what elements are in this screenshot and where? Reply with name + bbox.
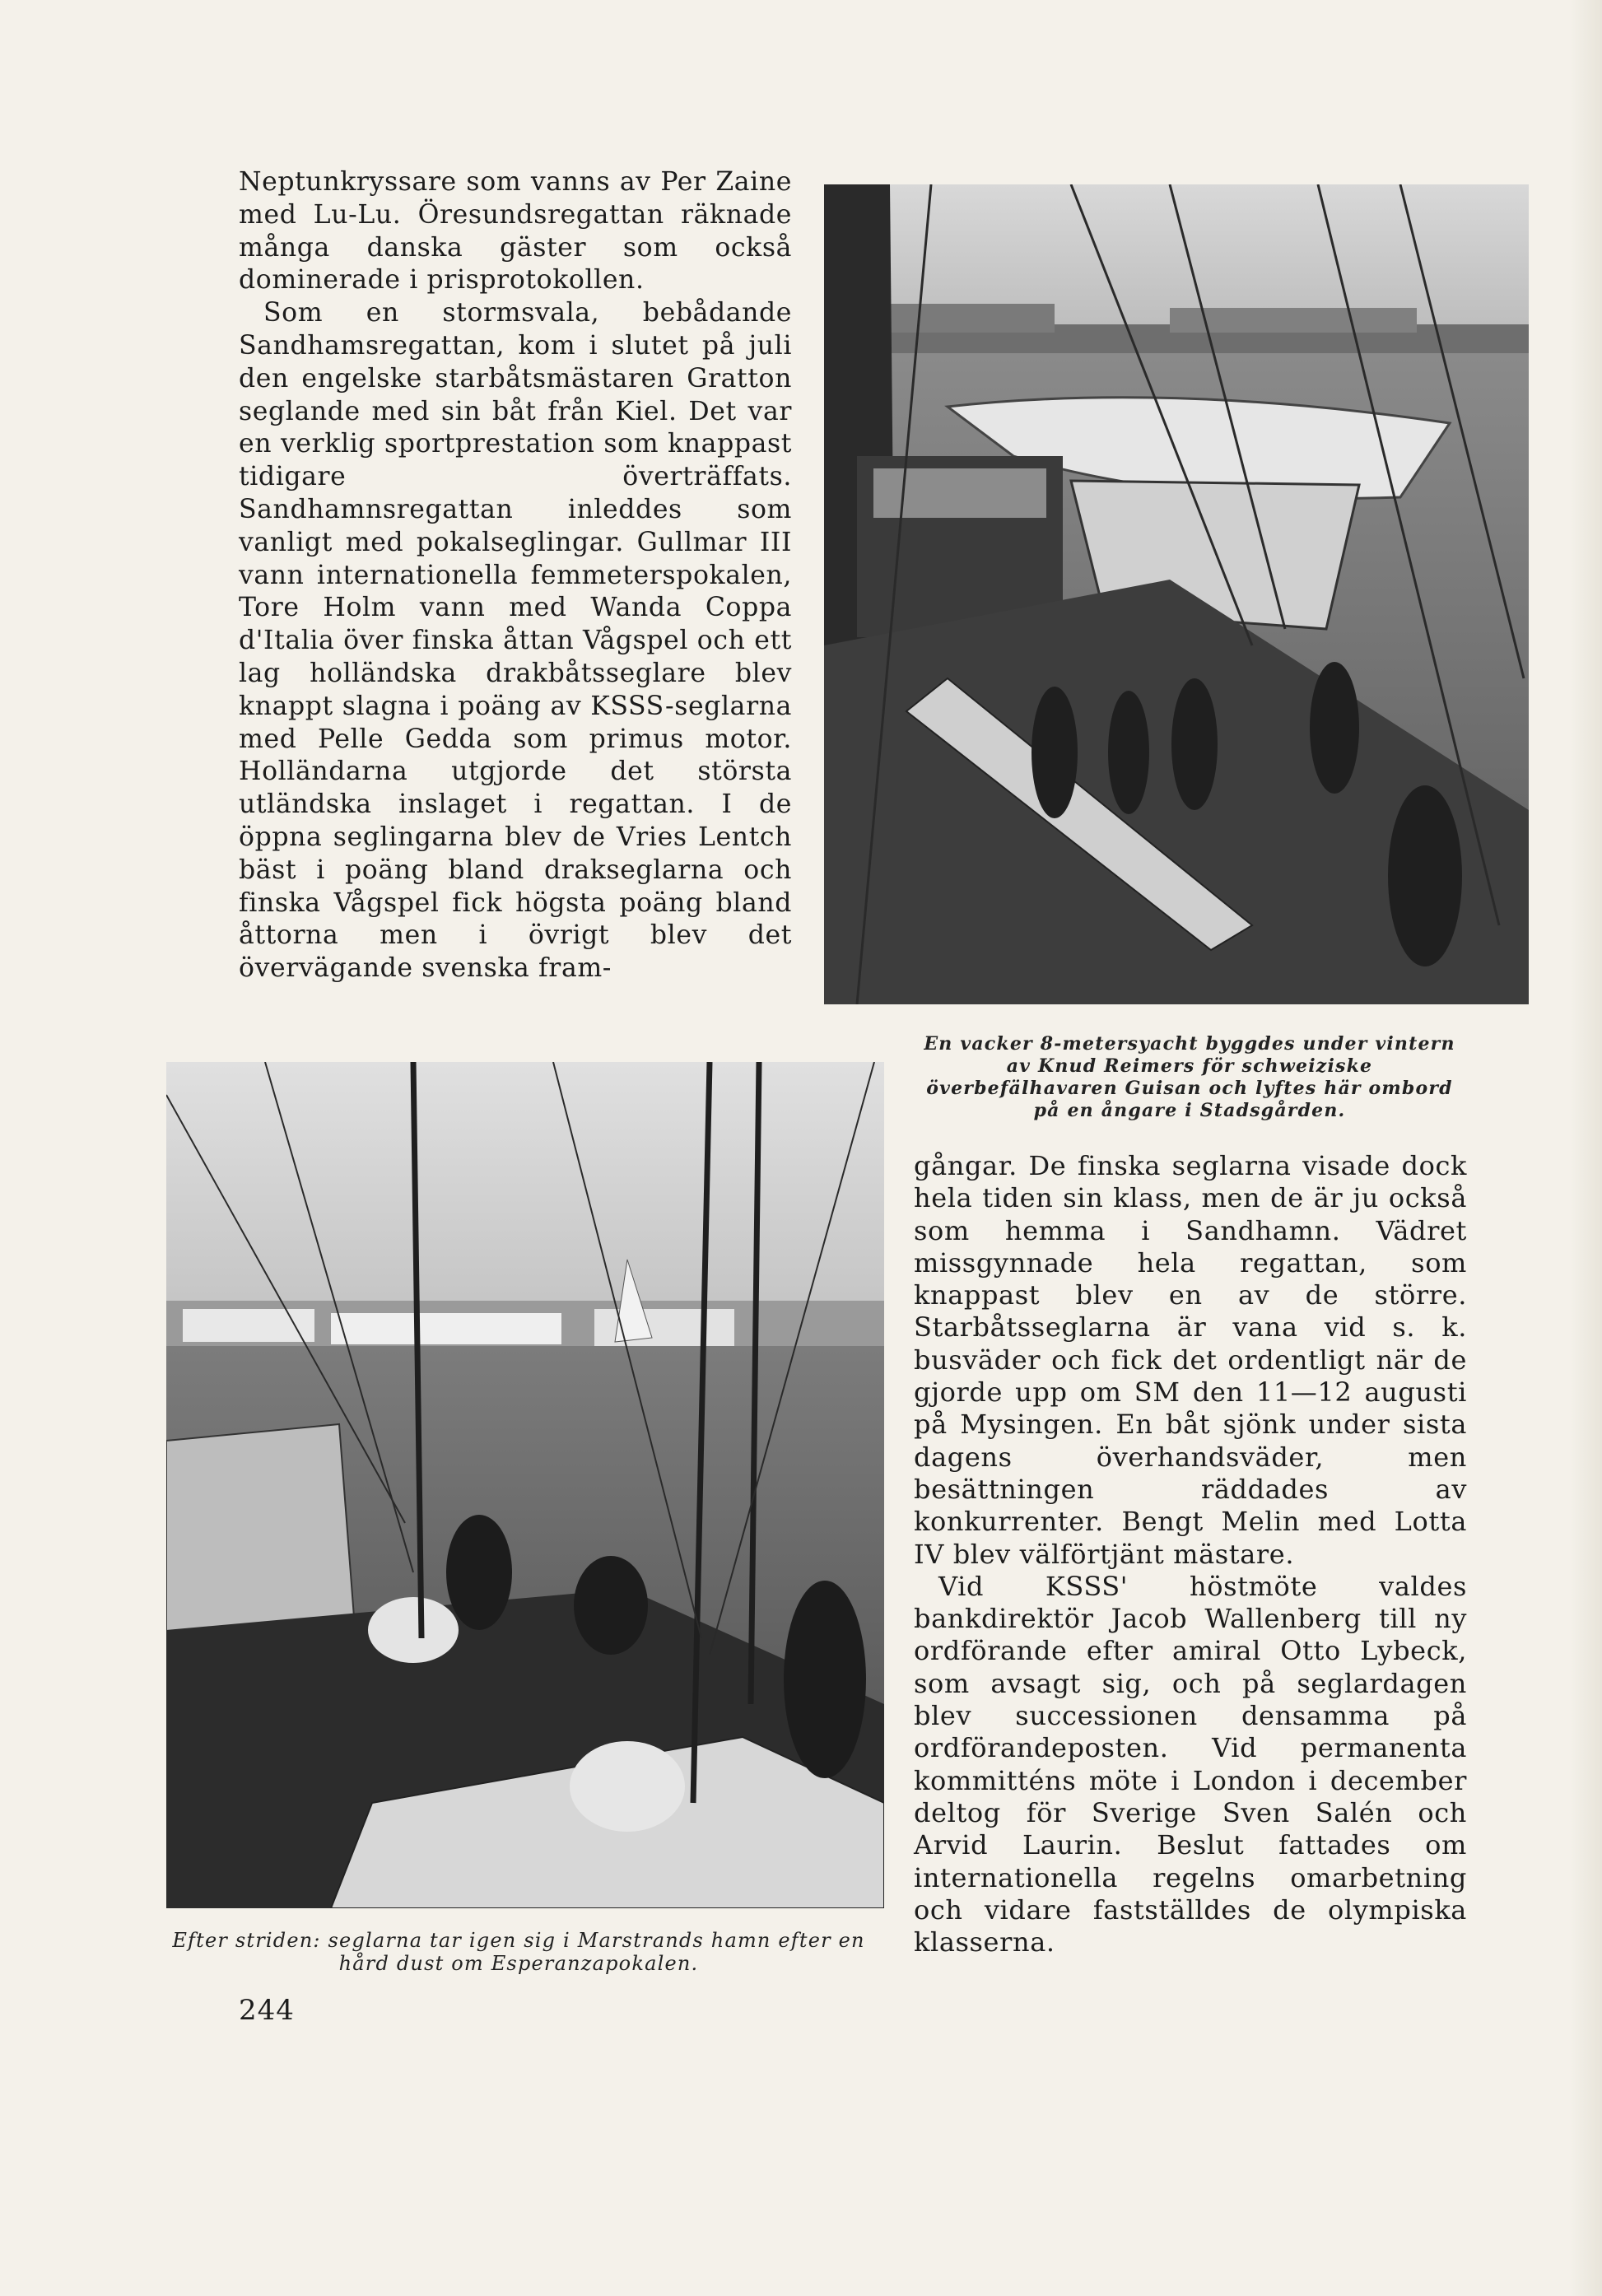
top-photo-caption: En vacker 8-metersyacht byggdes under vintern av Knud Reimers för schweiziske överbefälhavaren Guisan och lyftes här ombord på en ångare i Stadsgården.	[924, 1033, 1455, 1121]
page-number: 244	[239, 1994, 295, 2027]
right-text-column	[914, 1150, 1467, 1958]
left-text-column	[239, 166, 792, 985]
marstrand-harbour-photo-image	[166, 1062, 884, 1908]
right-paragraph-2: Vid KSSS' höstmöte valdes bankdirektör Jacob Wallenberg till ny ordförande efter amiral Otto Lybeck, som avsagt sig, och på seglardagen blev successionen densamma på ordförandeposten. Vid permanenta kommitténs möte i London i december deltog för Sverige Sven Salén och Arvid Laurin. Beslut fattades om internationella regelns omarbetning och vidare fastställdes de olympiska klasserna.	[914, 1570, 1467, 1958]
left-paragraph-1: Neptunkryssare som vanns av Per Zaine med Lu-Lu. Öresundsregattan räknade många danska gäster som också dominerade i prisprotokollen.	[239, 167, 792, 296]
yacht-lift-photo-image	[824, 184, 1529, 1004]
page-edge	[1569, 0, 1602, 2296]
bottom-photo-caption: Efter striden: seglarna tar igen sig i Marstrands hamn efter en hård dust om Esperanzapokalen.	[172, 1929, 865, 1975]
marstrand-harbour-photo	[166, 1062, 884, 1908]
yacht-lift-photo	[824, 184, 1529, 1004]
right-paragraph-1: gångar. De finska seglarna visade dock hela tiden sin klass, men de är ju också som hemma i Sandhamn. Vädret missgynnade hela regattan, som knappast blev en av de större. Starbåtsseglarna är vana vid s. k. busväder och fick det ordentligt när de gjorde upp om SM den 11—12 augusti på Mysingen. En båt sjönk under sista dagens överhandsväder, men besättningen räddades av konkurrenter. Bengt Melin med Lotta IV blev välförtjänt mästare.	[914, 1150, 1467, 1570]
left-paragraph-2: Som en stormsvala, bebådande Sandhamsregattan, kom i slutet på juli den engelske starbåtsmästaren Gratton seglande med sin båt från Kiel. Det var en verklig sportprestation som knappast tidigare överträffats. Sandhamnsregattan inleddes som vanligt med pokalseglingar. Gullmar III vann internationella femmeterspokalen, Tore Holm vann med Wanda Coppa d'Italia över finska åttan Vågspel och ett lag holländska drakbåtsseglare blev knappt slagna i poäng av KSSS-seglarna med Pelle Gedda som primus motor. Holländarna utgjorde det största utländska inslaget i regattan. I de öppna seglingarna blev de Vries Lentch bäst i poäng bland drakseglarna och finska Vågspel fick högsta poäng bland åttorna men i övrigt blev det övervägande svenska fram-	[239, 298, 792, 984]
